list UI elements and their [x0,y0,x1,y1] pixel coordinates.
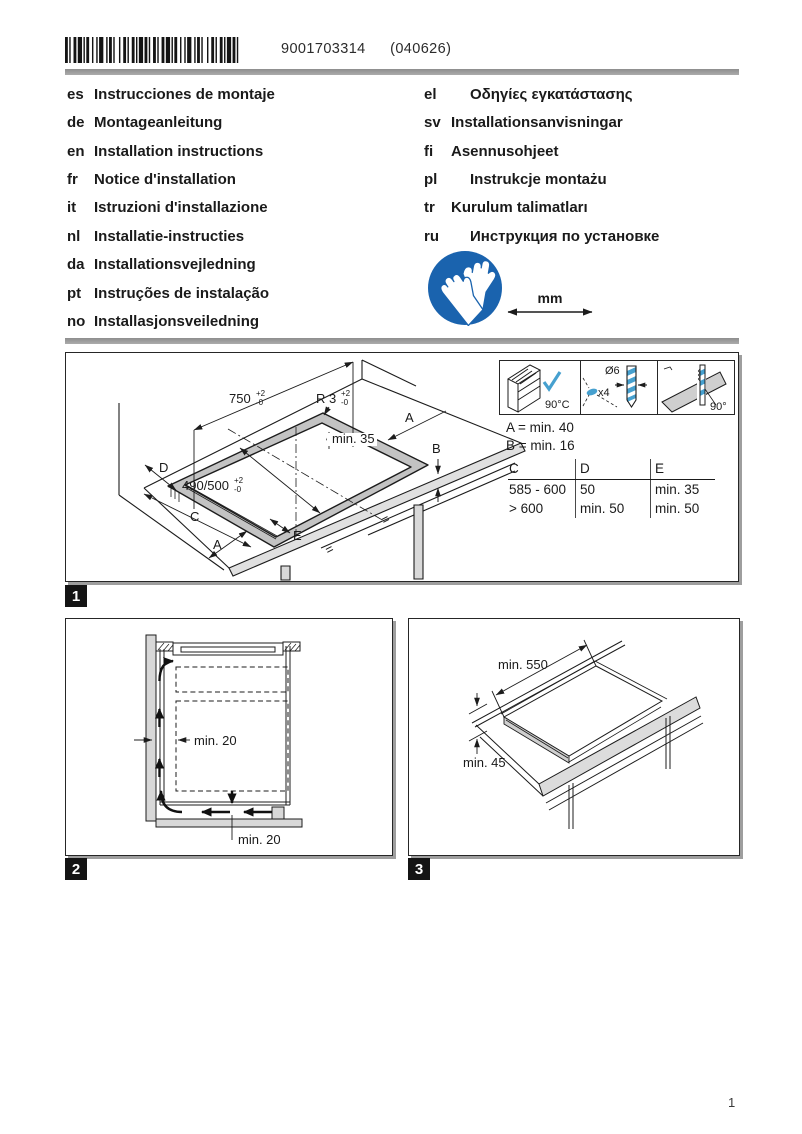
worktop-isometric-drawing [409,619,739,855]
equal-mark-1: = [322,540,337,558]
col-header-e: E [651,459,716,480]
note-a: A = min. 40 [506,420,574,435]
figure-2-badge: 2 [65,858,87,880]
table-header-row [508,459,715,480]
lang-code: el [424,85,437,103]
floor-section [156,819,302,827]
equal-mark-2: = [378,510,393,528]
label-d: D [159,460,169,475]
lang-row-pl [424,165,659,193]
mm-label: mm [537,291,563,306]
dim-left-refs [469,704,487,741]
lang-row-it [67,194,275,222]
heat-resistance-panel [500,361,580,414]
dim-side-label: min. 20 [194,733,237,748]
cell: 585 - 600 [509,482,567,497]
table-row [508,480,715,500]
protective-gloves-icon [427,250,503,326]
heat-resistant-cabinet-icon [500,361,580,414]
note-b: B = min. 16 [506,438,575,453]
lang-label: Montageanleitung [94,114,223,132]
dimension-notes [506,419,575,455]
lang-code: pl [424,171,438,189]
dim-r3-tol-minus: -0 [341,398,349,407]
install-conditions-strip [499,360,735,415]
dim-top-label: min. 550 [498,657,548,672]
table-row [508,499,715,518]
cell: min. 50 [651,499,716,518]
drill-icon [581,361,657,414]
dim-750-tol-plus: +2 [256,389,266,398]
lang-code: en [67,142,85,160]
col-header-d: D [576,459,651,480]
lang-row-nl [67,222,275,250]
lang-code: da [67,256,85,274]
dim-750-tol-minus: -0 [256,398,264,407]
drill-diameter-label: Ø6 [605,365,620,377]
lang-code: no [67,313,86,331]
lang-label: Asennusohjeet [451,142,559,160]
worktop-front-band [229,443,525,576]
lang-label: Installation instructions [94,142,264,160]
lang-row-fr [67,165,275,193]
dim-depth-tol-plus: +2 [234,476,244,485]
lang-row-no [67,308,275,336]
dim-bottom-label: min. 20 [238,832,281,847]
plinth-foot [272,807,284,819]
lang-label: Instrukcje montażu [470,171,607,189]
dim-e-line [270,519,290,533]
lang-label: Kurulum talimatları [451,199,588,217]
label-c: C [190,509,200,524]
dim-a-top-line [388,411,446,440]
drill-flutes [627,367,636,402]
lang-row-ru [424,222,659,250]
label-e: E [293,528,302,543]
drill-holes-panel [580,361,657,414]
label-a-top: A [405,410,414,425]
label-b: B [432,441,441,456]
barcode [65,37,241,63]
barcode-number [281,41,451,57]
saw-angle-panel [657,361,734,414]
figure-2-ventilation [65,618,393,856]
lang-code: de [67,114,85,132]
col-header-c: C [508,459,576,480]
lang-code: fi [424,142,434,160]
lang-label: Инструкция по установке [470,227,660,245]
figure-1-cutout-dimensions [65,352,739,582]
lang-label: Instrucciones de montaje [94,85,275,103]
label-min35: min. 35 [332,431,375,446]
print-code: (040626) [390,41,452,57]
lang-label: Installatie-instructies [94,227,245,245]
lang-code: sv [424,114,441,132]
lang-row-sv [424,108,659,136]
figure-1-badge: 1 [65,585,87,607]
lang-row-de [67,108,275,136]
figure-3-worktop-clearance [408,618,740,856]
lang-code: it [67,199,77,217]
cell: 50 [576,480,651,500]
lang-row-es [67,80,275,108]
cabinet-leg-left [281,566,290,580]
language-list-right [424,80,659,251]
separator-bar-mid [65,338,739,344]
figure-3-badge: 3 [408,858,430,880]
dim-depth-line [240,448,320,513]
blade-stripes [700,369,705,397]
wall-section [146,635,156,821]
lang-row-da [67,251,275,279]
mm-scale [504,291,596,319]
lang-label: Οδηγίες εγκατάστασης [470,85,633,103]
cabinet-sides [160,646,290,805]
dim-r3-leader [324,407,329,415]
angle-label: 90° [710,401,727,413]
cabinet-leg-right [414,505,423,579]
lang-row-fi [424,137,659,165]
label-a-bottom: A [213,537,222,552]
lang-label: Installasjonsveiledning [94,313,260,331]
lang-code: pt [67,284,82,302]
lang-label: Instruções de instalação [94,284,270,302]
lang-row-en [67,137,275,165]
lang-code: es [67,85,84,103]
dim-depth-label: 490/500 [182,478,229,493]
lang-label: Installationsanvisningar [451,114,623,132]
dimension-table [508,459,715,518]
cell: min. 50 [576,499,651,518]
hob-inner [181,647,275,652]
temp-label: 90°C [545,399,570,411]
checkmark-icon [544,372,560,389]
drill-count-label: x4 [598,387,610,399]
cell: > 600 [509,501,544,516]
appliance-zone-top [176,667,288,692]
page-number: 1 [728,1095,736,1110]
lang-label: Installationsvejledning [94,256,256,274]
dim-750-label: 750 [229,391,251,406]
lang-code: fr [67,171,78,189]
lang-row-el [424,80,659,108]
lang-code: tr [424,199,435,217]
lang-code: nl [67,227,81,245]
language-list-left [67,80,275,336]
dim-depth-tol-minus: -0 [234,485,242,494]
hole-dot-icon [586,387,598,396]
cell: min. 35 [651,480,716,500]
dim-left-label: min. 45 [463,755,506,770]
lang-label: Istruzioni d'installazione [94,199,268,217]
airflow-top-curve [160,661,174,681]
dim-r3-tol-plus: +2 [341,389,351,398]
lang-row-tr [424,194,659,222]
separator-bar-top [65,69,739,75]
lang-label: Notice d'installation [94,171,236,189]
lang-code: ru [424,227,439,245]
barcode-value: 9001703314 [281,41,366,57]
jigsaw-cut-icon [658,361,734,414]
lang-row-pt [67,279,275,307]
ventilation-drawing [66,619,392,855]
dim-r3-label: R 3 [316,391,337,406]
